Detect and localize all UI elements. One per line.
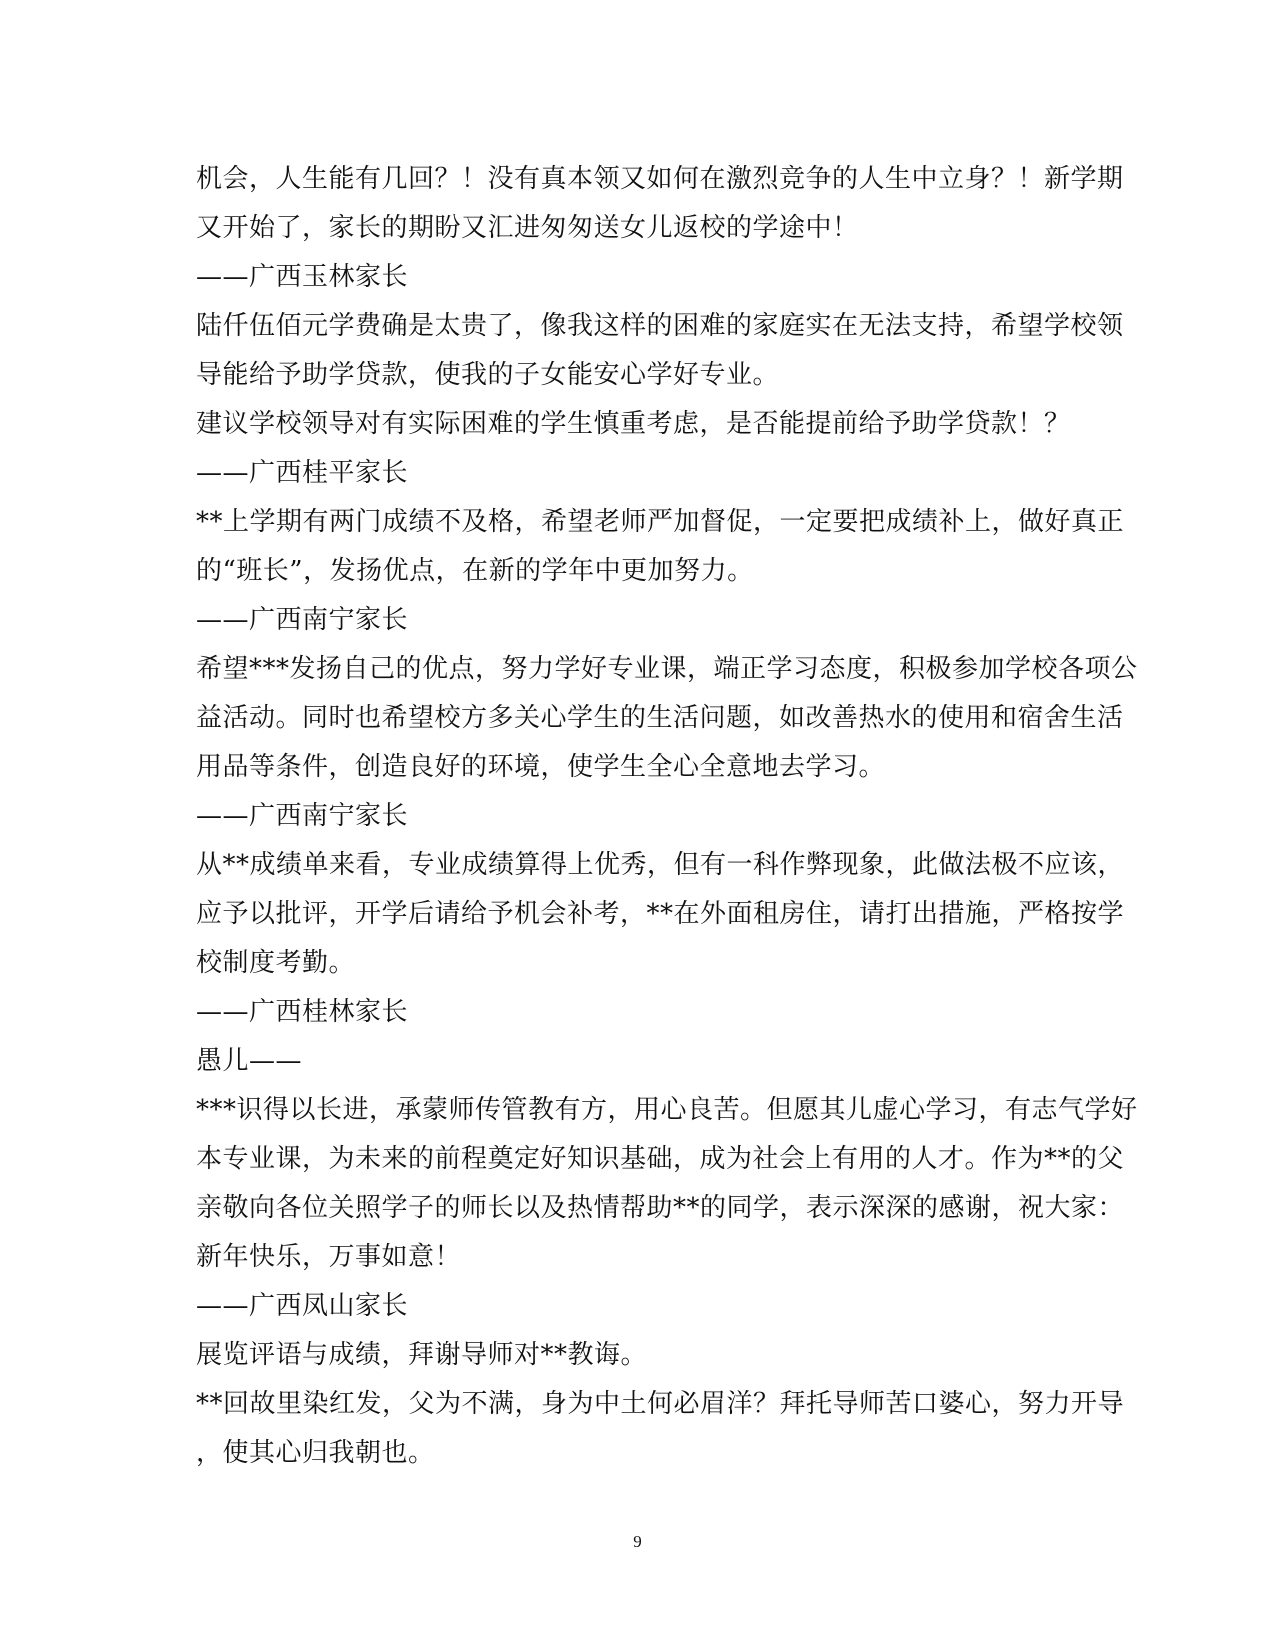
- text-line: **上学期有两门成绩不及格，希望老师严加督促，一定要把成绩补上，做好真正: [196, 507, 1125, 537]
- signature-line: ——广西凤山家长: [196, 1291, 409, 1321]
- text-line: 从**成绩单来看，专业成绩算得上优秀，但有一科作弊现象，此做法极不应该，: [196, 850, 1125, 880]
- text-line: 应予以批评，开学后请给予机会补考，**在外面租房住，请打出措施，严格按学: [196, 899, 1125, 929]
- text-line: 新年快乐，万事如意！: [196, 1242, 462, 1272]
- text-line: 又开始了，家长的期盼又汇进匆匆送女儿返校的学途中！: [196, 213, 859, 243]
- text-line: 机会，人生能有几回？！没有真本领又如何在激烈竞争的人生中立身？！新学期: [196, 164, 1124, 194]
- text-line: 导能给予助学贷款，使我的子女能安心学好专业。: [196, 360, 780, 390]
- signature-line: ——广西桂林家长: [196, 997, 409, 1027]
- signature-line: ——广西桂平家长: [196, 458, 409, 488]
- page-number: 9: [633, 1532, 642, 1551]
- document-body: [196, 155, 1138, 1478]
- text-line: 用品等条件，创造良好的环境，使学生全心全意地去学习。: [196, 752, 886, 782]
- text-line: ，使其心归我朝也。: [196, 1438, 435, 1468]
- text-line: 亲敬向各位关照学子的师长以及热情帮助**的同学，表示深深的感谢，祝大家：: [196, 1193, 1125, 1223]
- text-line: 校制度考勤。: [196, 948, 356, 978]
- text-line: 陆仟伍佰元学费确是太贵了，像我这样的困难的家庭实在无法支持，希望学校领: [196, 311, 1124, 341]
- signature-line: ——广西南宁家长: [196, 801, 409, 831]
- text-line: 益活动。同时也希望校方多关心学生的生活问题，如改善热水的使用和宿舍生活: [196, 703, 1124, 733]
- signature-line: ——广西玉林家长: [196, 262, 409, 292]
- text-line: ***识得以长进，承蒙师传管教有方，用心良苦。但愿其儿虚心学习，有志气学好: [196, 1095, 1138, 1125]
- text-line: 的“班长”，发扬优点，在新的学年中更加努力。: [196, 556, 754, 586]
- text-line: 建议学校领导对有实际困难的学生慎重考虑，是否能提前给予助学贷款！？: [196, 409, 1071, 439]
- text-line: 本专业课，为未来的前程奠定好知识基础，成为社会上有用的人才。作为**的父: [196, 1144, 1125, 1174]
- text-line: 展览评语与成绩，拜谢导师对**教诲。: [196, 1340, 648, 1370]
- text-line: **回故里染红发，父为不满，身为中土何必眉洋？拜托导师苦口婆心，努力开导: [196, 1389, 1125, 1419]
- text-line: 希望***发扬自己的优点，努力学好专业课，端正学习态度，积极参加学校各项公: [196, 654, 1138, 684]
- signature-line: ——广西南宁家长: [196, 605, 409, 635]
- text-line: 愚儿——: [196, 1046, 303, 1076]
